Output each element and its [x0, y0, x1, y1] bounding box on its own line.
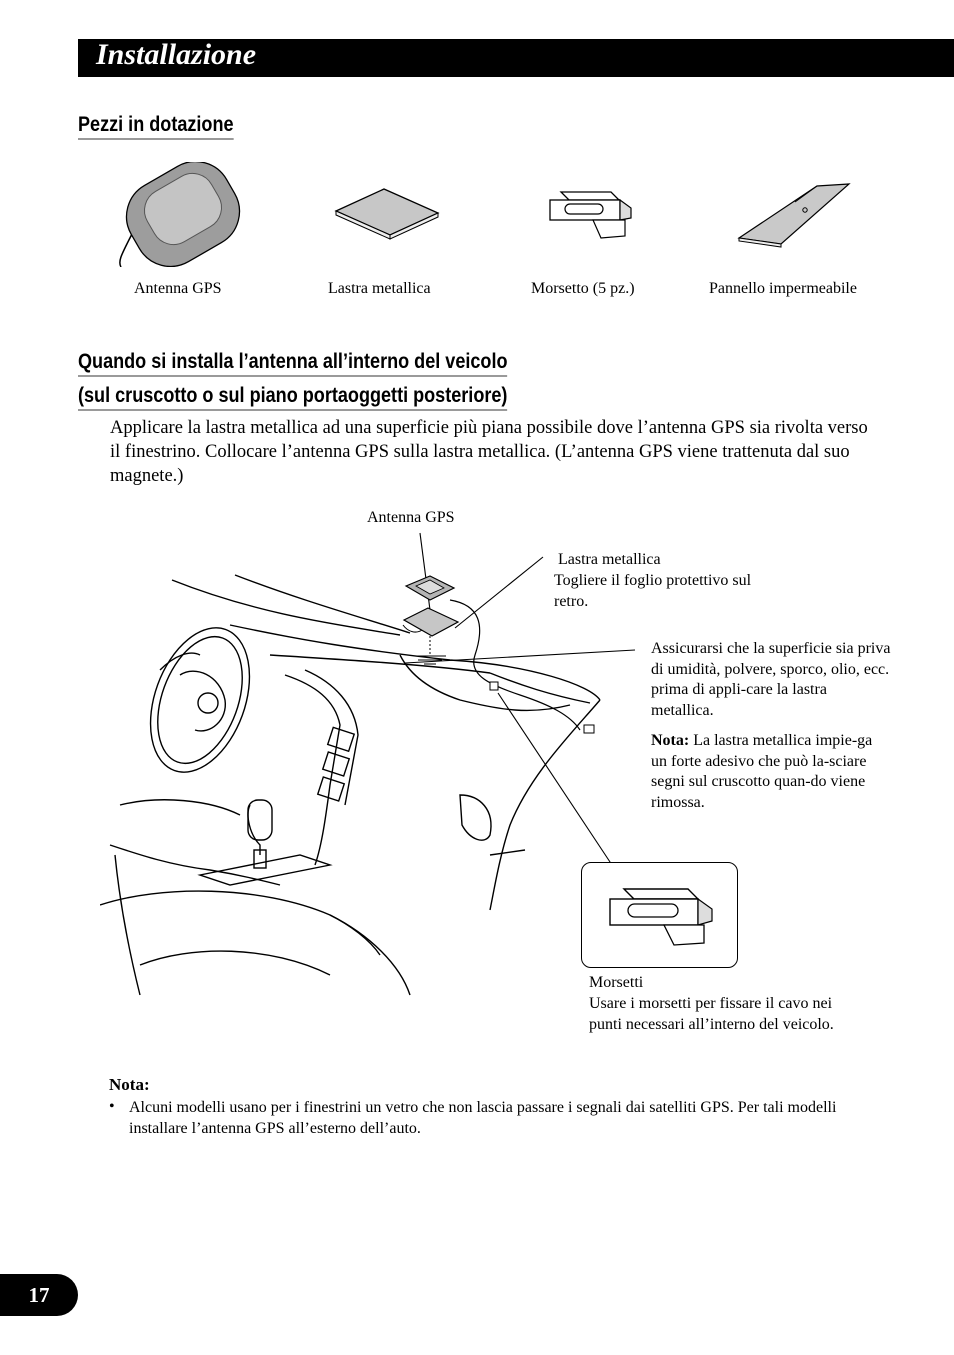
- interior-heading-line1: Quando si installa l’antenna all’interno del veicolo: [78, 350, 508, 377]
- interior-heading-line2: (sul cruscotto o sul piano portaoggetti posteriore): [78, 384, 507, 411]
- part-label-plate: Lastra metallica: [328, 280, 431, 297]
- part-label-panel: Pannello impermeabile: [709, 280, 857, 297]
- clamp-icon: [545, 186, 635, 241]
- mounted-antenna-icon: [398, 570, 468, 665]
- page-number: 17: [0, 1274, 78, 1316]
- part-label-clamp: Morsetto (5 pz.): [531, 280, 635, 297]
- header-bar: [78, 39, 954, 77]
- note-text: Alcuni modelli usano per i finestrini un vetro che non lascia passare i segnali dai satelliti GPS. Per tali modelli installare l’antenna GPS all’esterno dell’auto.: [129, 1099, 837, 1137]
- adhesive-note-text: La lastra metallica impie-ga un forte adesivo che può la-sciare segni sul cruscotto quan-do viene rimossa.: [651, 732, 873, 811]
- intro-paragraph: Applicare la lastra metallica ad una superficie più piana possibile dove l’antenna GPS sia rivolta verso il finestrino. Collocare l’antenna GPS sulla lastra metallica. (L’antenna GPS viene trattenuta dal suo magnete.): [110, 418, 868, 486]
- waterproof-panel-icon: [735, 180, 853, 248]
- page-title: Installazione: [96, 38, 257, 71]
- surface-note: Assicurarsi che la superficie sia priva di umidità, polvere, sporco, olio, ecc. prima di appli-care la lastra metallica.: [651, 640, 891, 719]
- clamps-text: Usare i morsetti per fissare il cavo nei punti necessari all’interno del veicolo.: [589, 995, 834, 1033]
- gps-antenna-icon: [118, 162, 248, 267]
- clamp-detail-icon: [604, 881, 719, 951]
- note-bullet: •: [109, 1098, 115, 1115]
- car-interior-diagram: [100, 525, 660, 1015]
- diagram-plate-label: Lastra metallica: [558, 551, 661, 568]
- clamps-label: Morsetti: [589, 974, 644, 991]
- clamp-inset-box: [581, 862, 738, 968]
- metal-plate-icon: [332, 185, 442, 240]
- adhesive-note: [651, 731, 891, 813]
- diagram-plate-instruction: Togliere il foglio protettivo sul retro.: [554, 572, 752, 610]
- part-label-antenna: Antenna GPS: [134, 280, 222, 297]
- adhesive-note-label: Nota:: [651, 732, 690, 749]
- note-label: Nota:: [109, 1075, 150, 1094]
- diagram-antenna-label: Antenna GPS: [367, 509, 455, 526]
- parts-heading: Pezzi in dotazione: [78, 113, 234, 140]
